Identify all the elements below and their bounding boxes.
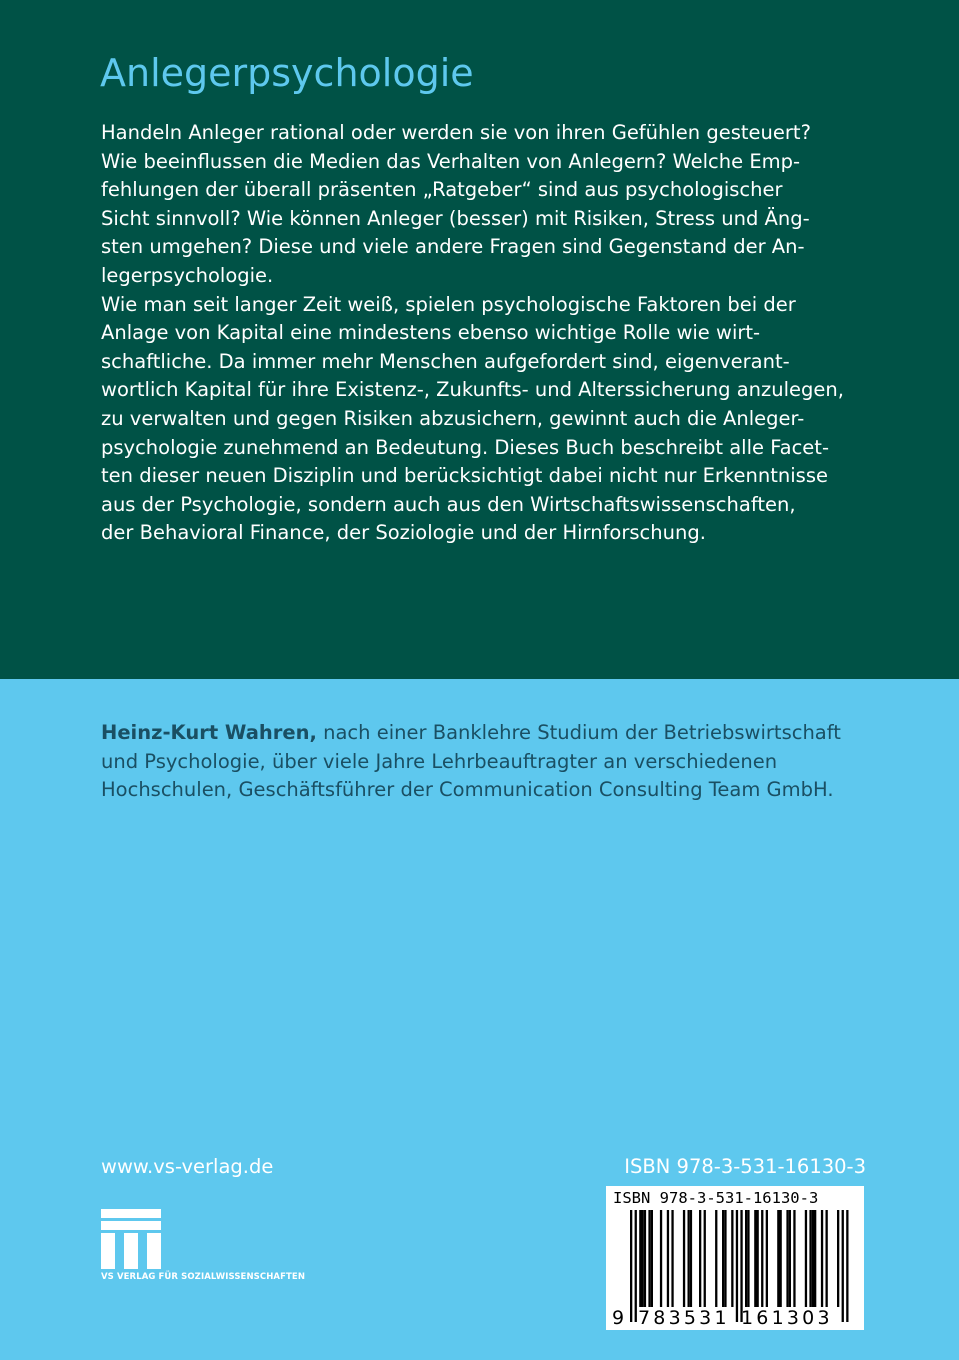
blurb-line: Anlage von Kapital eine mindestens ebenso wichtige Rolle wie wirt- xyxy=(101,321,761,345)
barcode-bar xyxy=(699,1210,701,1307)
barcode-bar xyxy=(754,1210,756,1307)
barcode-bar xyxy=(644,1210,646,1307)
book-title: Anlegerpsychologie xyxy=(100,51,474,95)
barcode-bar xyxy=(660,1210,662,1307)
barcode-bar xyxy=(642,1210,644,1307)
publisher-name: VS VERLAG FÜR SOZIALWISSENSCHAFTEN xyxy=(101,1272,306,1282)
barcode-bar xyxy=(651,1210,653,1307)
barcode-bar xyxy=(690,1210,692,1307)
barcode-digits xyxy=(606,1307,864,1329)
author-bio-line: Hochschulen, Geschäftsführer der Communication Consulting Team GmbH. xyxy=(101,778,834,802)
blurb-line: Handeln Anleger rational oder werden sie von ihren Gefühlen gesteuert? xyxy=(101,121,811,144)
barcode-bar xyxy=(704,1210,706,1307)
isbn-barcode xyxy=(606,1186,864,1330)
barcode-bar xyxy=(671,1210,673,1307)
author-bio-text: nach einer Banklehre Studium der Betriebswirtschaft xyxy=(316,721,841,744)
blurb-line: psychologie zunehmend an Bedeutung. Dieses Buch beschreibt alle Facet- xyxy=(101,435,829,459)
barcode-digit-group: 783531 xyxy=(638,1307,730,1329)
author-bio-line xyxy=(101,719,881,748)
barcode-bar xyxy=(777,1210,779,1307)
barcode-bar xyxy=(837,1210,839,1307)
author-bio xyxy=(101,719,881,805)
barcode-bar xyxy=(821,1210,823,1307)
barcode-bar xyxy=(683,1210,685,1307)
blurb-line: Wie man seit langer Zeit weiß, spielen psychologische Faktoren bei der xyxy=(101,292,796,316)
back-cover-top-panel xyxy=(0,0,959,679)
publisher-url[interactable]: www.vs-verlag.de xyxy=(101,1155,274,1178)
barcode-bar xyxy=(842,1210,844,1322)
barcode-isbn-text: ISBN 978-3-531-16130-3 xyxy=(613,1189,819,1207)
blurb-line: sten umgehen? Diese und viele andere Fragen sind Gegenstand der An- xyxy=(101,235,805,259)
barcode-bar xyxy=(724,1210,726,1307)
barcode-bar xyxy=(805,1210,807,1307)
barcode-digit-group: 161303 xyxy=(741,1307,833,1329)
barcode-bar xyxy=(789,1210,791,1307)
barcode-bar xyxy=(715,1210,717,1307)
barcode-bar xyxy=(635,1210,637,1322)
barcode-bar xyxy=(780,1210,782,1307)
barcode-bar xyxy=(630,1210,632,1322)
blurb-line: wortlich Kapital für ihre Existenz-, Zukunfts- und Alterssicherung anzulegen, xyxy=(101,378,844,402)
blurb-line: ten dieser neuen Disziplin und berücksichtigt dabei nicht nur Erkenntnisse xyxy=(101,464,828,488)
blurb-line: schaftliche. Da immer mehr Menschen aufgefordert sind, eigenverant- xyxy=(101,349,790,373)
blurb-line: Sicht sinnvoll? Wie können Anleger (besser) mit Risiken, Stress und Äng- xyxy=(101,206,810,230)
book-blurb xyxy=(101,119,861,548)
barcode-bar xyxy=(826,1210,828,1307)
barcode-bar xyxy=(736,1210,738,1322)
blurb-line: zu verwalten und gegen Risiken abzusichern, gewinnt auch die Anleger- xyxy=(101,406,805,430)
barcode-bar xyxy=(757,1210,759,1307)
barcode-digit-group: 9 xyxy=(612,1307,625,1329)
barcode-bar xyxy=(667,1210,669,1307)
blurb-line: der Behavioral Finance, der Soziologie und der Hirnforschung. xyxy=(101,521,706,545)
barcode-bar xyxy=(814,1210,816,1307)
barcode-bar xyxy=(793,1210,795,1307)
blurb-line: Wie beeinflussen die Medien das Verhalten von Anlegern? Welche Emp- xyxy=(101,149,801,173)
barcode-bar xyxy=(648,1210,650,1307)
blurb-line: legerpsychologie. xyxy=(101,263,274,287)
barcode-bar xyxy=(747,1210,749,1307)
author-bio-line: und Psychologie, über viele Jahre Lehrbeauftragter an verschiedenen xyxy=(101,749,778,773)
barcode-bar xyxy=(809,1210,811,1307)
isbn-label: ISBN 978-3-531-16130-3 xyxy=(624,1155,866,1178)
barcode-bar xyxy=(731,1210,733,1307)
barcode-bar xyxy=(846,1210,848,1322)
barcode-bar xyxy=(688,1210,690,1307)
barcode-bar xyxy=(812,1210,814,1307)
barcode-bar xyxy=(722,1210,724,1307)
author-name: Heinz-Kurt Wahren, xyxy=(101,721,317,744)
barcode-bar xyxy=(786,1210,788,1307)
barcode-bar xyxy=(639,1210,641,1307)
barcode-bar xyxy=(761,1210,763,1307)
barcode-bar xyxy=(745,1210,747,1307)
barcode-bar xyxy=(766,1210,768,1307)
blurb-line: aus der Psychologie, sondern auch aus den Wirtschaftswissenschaften, xyxy=(101,492,796,516)
blurb-line: fehlungen der überall präsenten „Ratgeber“ sind aus psychologischer xyxy=(101,178,783,202)
vs-verlag-logo-icon xyxy=(101,1209,161,1269)
barcode-bar xyxy=(740,1210,742,1322)
